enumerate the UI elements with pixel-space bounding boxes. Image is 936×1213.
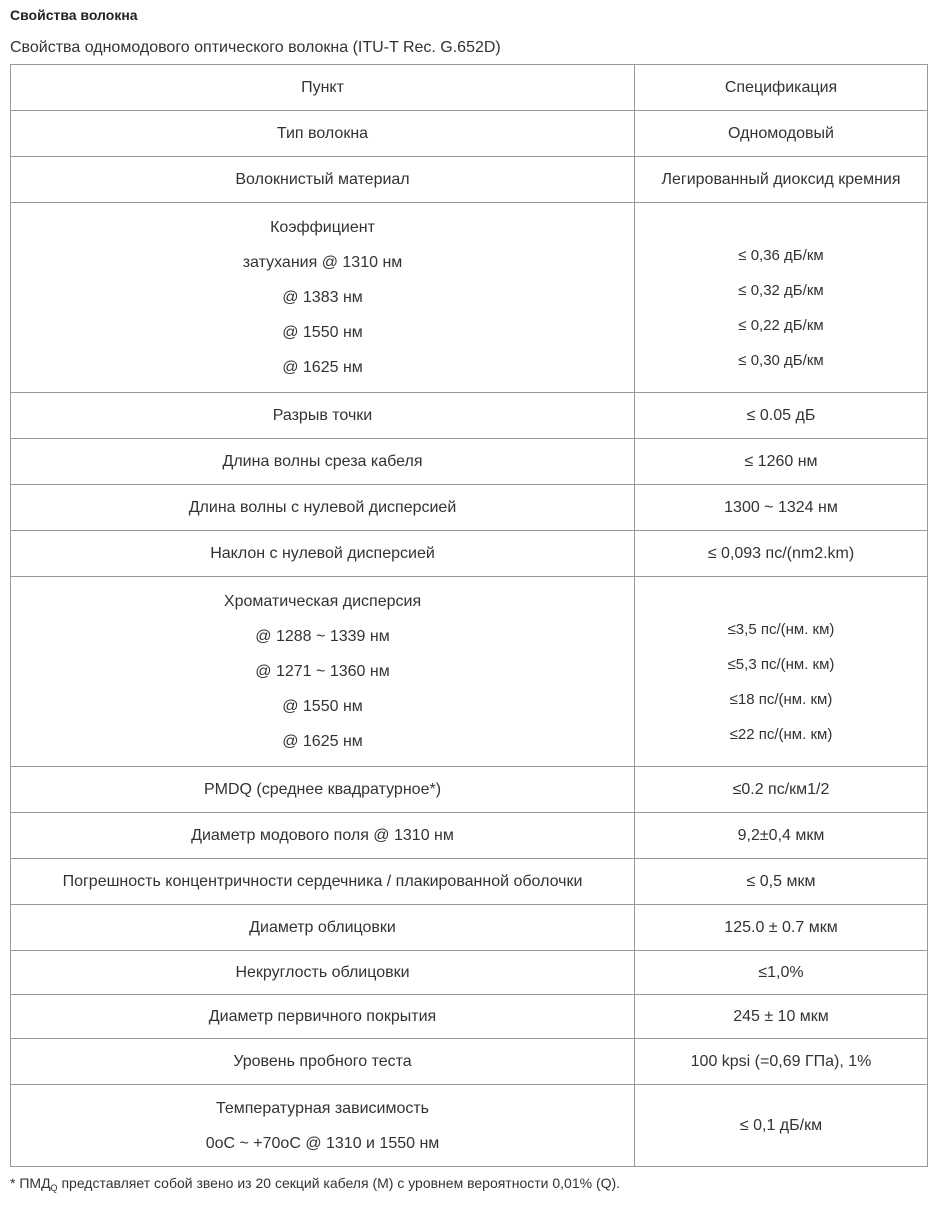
row-spec-cell: Легированный диоксид кремния — [635, 157, 928, 203]
table-header-row — [11, 65, 928, 111]
row-item-cell: Диаметр облицовки — [11, 905, 635, 951]
table-row — [11, 1039, 928, 1085]
spec-line: ≤18 пс/(нм. км) — [729, 690, 833, 708]
table-row — [11, 531, 928, 577]
header-spec: Спецификация — [635, 65, 928, 111]
row-item-cell: Разрыв точки — [11, 393, 635, 439]
table-row — [11, 439, 928, 485]
item-line: @ 1625 нм — [282, 359, 363, 376]
row-item-cell: Диаметр первичного покрытия — [11, 995, 635, 1039]
row-spec-cell: 245 ± 10 мкм — [635, 995, 928, 1039]
row-item-cell — [11, 203, 635, 393]
table-row — [11, 203, 928, 393]
section-heading: Свойства волокна — [10, 7, 138, 23]
row-spec-cell: Одномодовый — [635, 111, 928, 157]
item-line: Температурная зависимость — [215, 1099, 430, 1117]
row-spec-cell: 100 kpsi (=0,69 ГПа), 1% — [635, 1039, 928, 1085]
row-spec-cell: 9,2±0,4 мкм — [635, 813, 928, 859]
row-item-cell — [11, 577, 635, 767]
table-row — [11, 951, 928, 995]
fiber-specs-table — [10, 64, 928, 1167]
row-spec-cell: ≤ 0,093 пс/(nm2.km) — [635, 531, 928, 577]
table-row — [11, 1085, 928, 1167]
row-item-cell: Уровень пробного теста — [11, 1039, 635, 1085]
row-spec-cell: ≤ 0,5 мкм — [635, 859, 928, 905]
table-body — [11, 65, 928, 1167]
item-line: @ 1288 ~ 1339 нм — [255, 628, 390, 645]
spec-line: ≤ 0,32 дБ/км — [738, 281, 824, 299]
table-row — [11, 767, 928, 813]
row-item-cell: Длина волны с нулевой дисперсией — [11, 485, 635, 531]
item-line: Хроматическая дисперсия — [223, 593, 422, 610]
item-line: Коэффициент — [270, 219, 375, 236]
row-item-cell: Некруглость облицовки — [11, 951, 635, 995]
spec-line: ≤22 пс/(нм. км) — [729, 725, 833, 743]
item-line: @ 1383 нм — [282, 289, 363, 306]
row-item-cell: Наклон с нулевой дисперсией — [11, 531, 635, 577]
footnote-prefix: * ПМД — [10, 1175, 51, 1191]
spec-line: ≤ 0,22 дБ/км — [738, 316, 824, 334]
footnote-subscript: Q — [50, 1183, 58, 1193]
row-spec-cell — [635, 577, 928, 767]
footnote-text: представляет собой звено из 20 секций кабеля (M) с уровнем вероятности 0,01% (Q). — [57, 1175, 621, 1191]
row-item-cell: PMDQ (среднее квадратурное*) — [11, 767, 635, 813]
row-item-cell — [11, 1085, 635, 1167]
table-row — [11, 813, 928, 859]
item-line: @ 1271 ~ 1360 нм — [255, 663, 390, 680]
footnote — [10, 1174, 620, 1197]
row-spec-cell: ≤0.2 пс/км1/2 — [635, 767, 928, 813]
table-row — [11, 157, 928, 203]
row-spec-cell: 125.0 ± 0.7 мкм — [635, 905, 928, 951]
table-row — [11, 393, 928, 439]
table-row — [11, 111, 928, 157]
table-row — [11, 485, 928, 531]
spec-line: ≤5,3 пс/(нм. км) — [727, 655, 835, 673]
row-spec-cell: ≤1,0% — [635, 951, 928, 995]
header-item: Пункт — [11, 65, 635, 111]
table-row — [11, 905, 928, 951]
spec-line: ≤3,5 пс/(нм. км) — [727, 620, 835, 638]
item-line: @ 1550 нм — [282, 324, 363, 341]
row-spec-cell: ≤ 1260 нм — [635, 439, 928, 485]
item-line: затухания @ 1310 нм — [242, 254, 403, 271]
row-spec-cell: ≤ 0,1 дБ/км — [635, 1085, 928, 1167]
row-item-cell: Длина волны среза кабеля — [11, 439, 635, 485]
table-row — [11, 995, 928, 1039]
row-spec-cell — [635, 203, 928, 393]
item-line: @ 1625 нм — [282, 733, 363, 750]
table-row — [11, 577, 928, 767]
item-line: @ 1550 нм — [282, 698, 363, 715]
row-item-cell: Волокнистый материал — [11, 157, 635, 203]
row-spec-cell: ≤ 0.05 дБ — [635, 393, 928, 439]
spec-line: ≤ 0,30 дБ/км — [738, 351, 824, 369]
row-spec-cell: 1300 ~ 1324 нм — [635, 485, 928, 531]
row-item-cell: Диаметр модового поля @ 1310 нм — [11, 813, 635, 859]
table-row — [11, 859, 928, 905]
table-subtitle: Свойства одномодового оптического волокна (ITU-T Rec. G.652D) — [10, 39, 501, 56]
spec-line: ≤ 0,36 дБ/км — [738, 246, 824, 264]
item-line: 0oC ~ +70oC @ 1310 и 1550 нм — [205, 1134, 440, 1152]
row-item-cell: Погрешность концентричности сердечника / плакированной оболочки — [11, 859, 635, 905]
row-item-cell: Тип волокна — [11, 111, 635, 157]
